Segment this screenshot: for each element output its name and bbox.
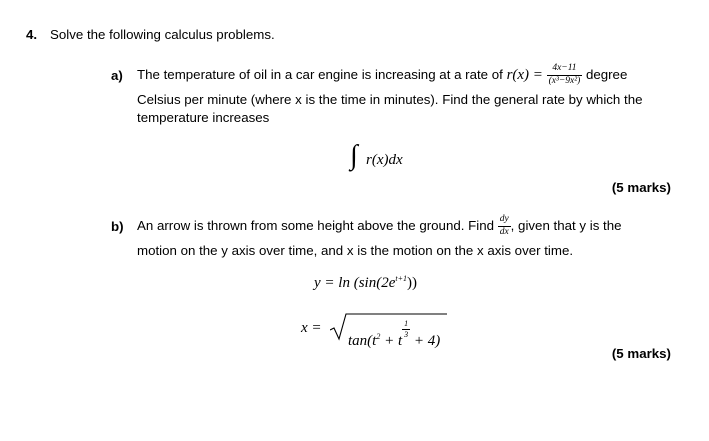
equation-x-radicand (348, 320, 440, 350)
part-a-marks: (5 marks) (611, 180, 671, 195)
equation-y-left: y = ln (sin(2e (314, 275, 396, 291)
part-a-line2: Celsius per minute (where x is the time in minutes). Find the general rate by which the (137, 92, 643, 107)
part-b-label: b) (111, 219, 124, 234)
part-a-line1-end: degree (582, 67, 628, 82)
part-b-line1-text: An arrow is thrown from some height above the ground. Find (137, 218, 498, 233)
part-a-line1-text: The temperature of oil in a car engine is increasing at a rate of (137, 67, 507, 82)
part-a-label: a) (111, 68, 123, 83)
rate-fraction (547, 64, 583, 86)
exp-denominator: 3 (404, 330, 409, 339)
rate-denominator: (x³−9x²) (548, 75, 581, 86)
equation-x-lhs: x = (301, 320, 322, 336)
derivative-fraction (498, 215, 511, 237)
part-b-line1 (137, 212, 622, 240)
equation-y (314, 275, 417, 292)
radicand-plus-t: + t (380, 333, 403, 349)
integrand: r(x)dx (366, 152, 403, 168)
question-number: 4. (26, 27, 38, 42)
radicand-plus-4: + 4) (410, 333, 441, 349)
rate-numerator: 4x−11 (552, 63, 577, 74)
question-title: Solve the following calculus problems. (50, 27, 275, 42)
radicand-exponent-fraction (402, 320, 410, 339)
part-b-line1-end: , given that y is the (510, 218, 622, 233)
radicand-square: 2 (376, 332, 381, 341)
equation-y-exponent: t+1 (395, 274, 407, 283)
derivative-denominator: dx (499, 226, 509, 237)
rate-function-lhs: r(x) = (506, 67, 543, 83)
part-a-line1 (137, 60, 627, 90)
radicand-tan: tan(t (348, 333, 377, 349)
derivative-numerator: dy (499, 214, 509, 225)
part-b-marks: (5 marks) (611, 346, 671, 361)
integral-sign: ∫ (350, 140, 358, 171)
equation-y-right: )) (406, 275, 417, 291)
exp-numerator: 1 (404, 319, 409, 328)
part-b-line2: motion on the y axis over time, and x is the motion on the x axis over time. (137, 243, 574, 258)
part-a-line3: temperature increases (137, 110, 270, 125)
